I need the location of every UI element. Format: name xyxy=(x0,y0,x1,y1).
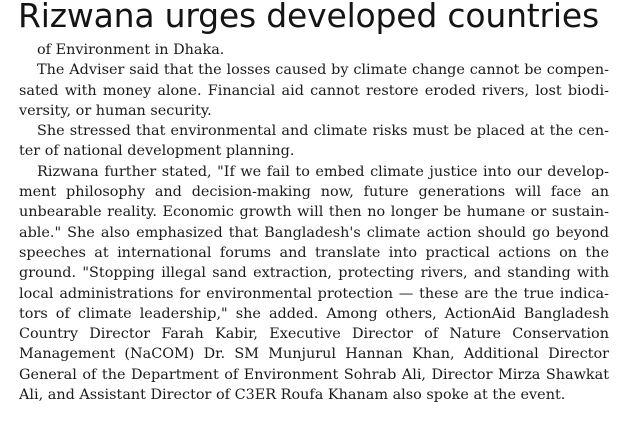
article-line: of Environment in Dhaka. xyxy=(37,42,225,58)
article-line: tors of climate leadership," she added. Among others, ActionAid Bangladesh xyxy=(19,305,609,322)
article-body xyxy=(19,40,609,405)
article-line: Management (NaCOM) Dr. SM Munjurul Hannan Khan, Additional Director xyxy=(19,346,609,363)
article-line: ter of national development planning. xyxy=(19,143,295,160)
article-line: The Adviser said that the losses caused by climate change cannot be compen- xyxy=(37,62,609,79)
headline: Rizwana urges developed countries xyxy=(18,0,599,35)
article-line: speeches at international forums and translate into practical actions on the xyxy=(19,244,609,261)
article-line: ground. "Stopping illegal sand extraction, protecting rivers, and standing with xyxy=(19,265,609,282)
article-line: versity, or human security. xyxy=(19,102,212,119)
article-line: Ali, and Assistant Director of C3ER Roufa Khanam also spoke at the event. xyxy=(19,387,566,404)
article-line: unbearable reality. Economic growth will then no longer be humane or sustain- xyxy=(19,204,609,221)
article-line: Country Director Farah Kabir, Executive Director of Nature Conservation xyxy=(19,326,609,343)
article-line: sated with money alone. Financial aid cannot restore eroded rivers, lost biodi- xyxy=(19,82,609,99)
article-line: local administrations for environmental protection — these are the true indica- xyxy=(19,285,609,302)
article-line: able." She also emphasized that Bangladesh's climate action should go beyond xyxy=(19,224,609,241)
article-line: ment philosophy and decision-making now, future generations will face an xyxy=(19,184,609,201)
article-line: Rizwana further stated, "If we fail to embed climate justice into our develop- xyxy=(37,163,609,180)
article-line: General of the Department of Environment Sohrab Ali, Director Mirza Shawkat xyxy=(19,366,609,383)
article-line: She stressed that environmental and climate risks must be placed at the cen- xyxy=(37,123,609,140)
